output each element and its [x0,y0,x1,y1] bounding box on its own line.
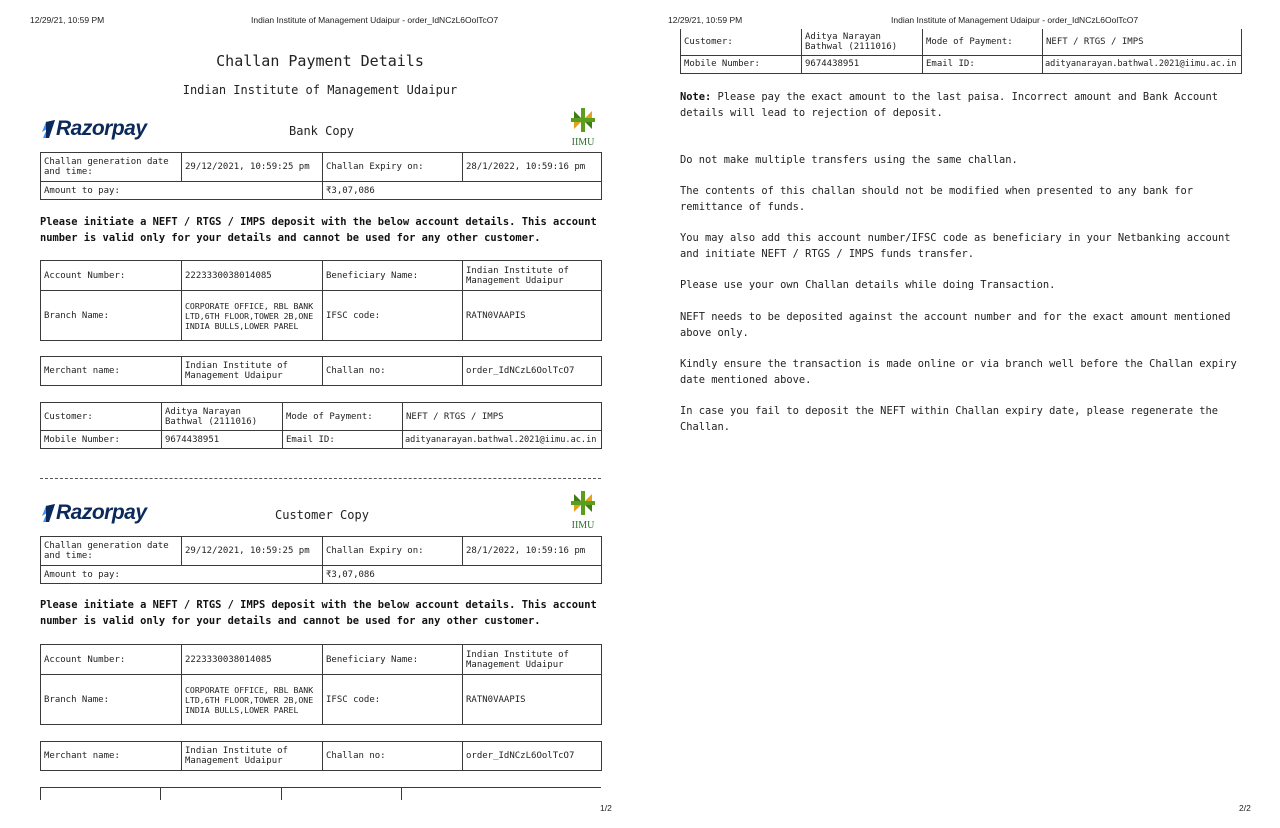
bank-copy-customer-table [40,402,602,449]
page-subtitle: Indian Institute of Management Udaipur [182,83,458,97]
mode-value: NEFT / RTGS / IMPS [403,403,602,431]
expiry-value: 28/1/2022, 10:59:16 pm [463,537,602,566]
page-number: 1/2 [600,803,612,813]
iimu-logo [568,107,598,147]
generation-label: Challan generation date and time: [41,153,182,182]
amount-label: Amount to pay: [41,182,323,200]
branch-label: Branch Name: [41,291,182,341]
table-cutoff-edge [401,788,402,800]
email-value: adityanarayan.bathwal.2021@iimu.ac.in [1043,55,1242,73]
iimu-logo-text: IIMU [571,137,595,148]
bank-copy-merchant-table [40,356,602,386]
merchant-value: Indian Institute of Management Udaipur [182,357,323,386]
account-value: 2223330038014085 [182,645,323,675]
page-number: 2/2 [1239,803,1251,813]
instruction-item: The contents of this challan should not be modified when presented to any bank for remittance of funds. [680,185,1193,213]
razorpay-logo [40,118,147,140]
challan-value: order_IdNCzL6OolTcO7 [463,742,602,771]
table-cutoff-top [40,787,601,788]
iimu-logo-text: IIMU [571,520,595,531]
print-title: Indian Institute of Management Udaipur - order_IdNCzL6OolTcO7 [891,15,1139,25]
customer-value: Aditya Narayan Bathwal (2111016) [162,403,283,431]
amount-value: ₹3,07,086 [323,182,602,200]
print-date: 12/29/21, 10:59 PM [30,15,105,25]
customer-copy-merchant-table [40,741,602,771]
bank-copy-account-table [40,260,602,341]
print-page-2 [640,0,1280,828]
customer-value: Aditya Narayan Bathwal (2111016) [802,29,923,55]
account-label: Account Number: [41,645,182,675]
customer-copy-label: Customer Copy [275,508,369,522]
generation-value: 29/12/2021, 10:59:25 pm [182,153,323,182]
page-title: Challan Payment Details [216,52,424,70]
razorpay-mark-icon [40,504,56,522]
bank-copy-label: Bank Copy [289,124,355,138]
cut-divider [40,478,601,479]
mode-value: NEFT / RTGS / IMPS [1043,29,1242,55]
bank-copy-instruction: Please initiate a NEFT / RTGS / IMPS deposit with the below account details. This account number is valid only for your details and cannot be used for any other customer. [40,216,597,244]
challan-label: Challan no: [323,357,463,386]
instruction-item: You may also add this account number/IFSC code as beneficiary in your Netbanking account and initiate NEFT / RTGS / IMPS funds transfer. [680,232,1231,260]
branch-label: Branch Name: [41,675,182,725]
instruction-item: In case you fail to deposit the NEFT within Challan expiry date, please regenerate the Challan. [680,405,1218,433]
challan-value: order_IdNCzL6OolTcO7 [463,357,602,386]
customer-label: Customer: [681,29,802,55]
mobile-value: 9674438951 [802,55,923,73]
print-title: Indian Institute of Management Udaipur - order_IdNCzL6OolTcO7 [251,15,499,25]
note-text: Please pay the exact amount to the last paisa. Incorrect amount and Bank Account details will lead to rejection of deposit. [680,91,1219,119]
razorpay-wordmark: Razorpay [56,501,147,524]
iimu-emblem-icon [570,490,596,516]
bank-copy-date-table [40,152,602,200]
note-paragraph [680,89,1255,121]
razorpay-mark-icon [40,120,56,138]
ifsc-value: RATN0VAAPIS [463,291,602,341]
beneficiary-label: Beneficiary Name: [323,645,463,675]
merchant-label: Merchant name: [41,357,182,386]
instruction-item: Do not make multiple transfers using the same challan. [680,154,1018,166]
table-cutoff-edge [281,788,282,800]
amount-label: Amount to pay: [41,566,323,584]
beneficiary-value: Indian Institute of Management Udaipur [463,261,602,291]
ifsc-label: IFSC code: [323,291,463,341]
mobile-label: Mobile Number: [681,55,802,73]
print-date: 12/29/21, 10:59 PM [668,15,743,25]
note-label: Note: [680,91,712,103]
beneficiary-label: Beneficiary Name: [323,261,463,291]
customer-copy-account-table [40,644,602,725]
ifsc-label: IFSC code: [323,675,463,725]
customer-details-table [680,29,1242,74]
merchant-label: Merchant name: [41,742,182,771]
email-value: adityanarayan.bathwal.2021@iimu.ac.in [403,431,602,449]
instruction-item: Kindly ensure the transaction is made online or via branch well before the Challan expiry date mentioned above. [680,358,1237,386]
table-cutoff-edge [40,788,41,800]
mode-label: Mode of Payment: [923,29,1043,55]
expiry-label: Challan Expiry on: [323,537,463,566]
account-label: Account Number: [41,261,182,291]
amount-value: ₹3,07,086 [323,566,602,584]
iimu-logo [568,490,598,530]
email-label: Email ID: [923,55,1043,73]
mode-label: Mode of Payment: [283,403,403,431]
razorpay-wordmark: Razorpay [56,117,147,140]
generation-label: Challan generation date and time: [41,537,182,566]
ifsc-value: RATN0VAAPIS [463,675,602,725]
mobile-value: 9674438951 [162,431,283,449]
beneficiary-value: Indian Institute of Management Udaipur [463,645,602,675]
merchant-value: Indian Institute of Management Udaipur [182,742,323,771]
customer-label: Customer: [41,403,162,431]
table-cutoff-edge [160,788,161,800]
customer-copy-instruction: Please initiate a NEFT / RTGS / IMPS deposit with the below account details. This account number is valid only for your details and cannot be used for any other customer. [40,599,597,627]
branch-value: CORPORATE OFFICE, RBL BANK LTD,6TH FLOOR,TOWER 2B,ONE INDIA BULLS,LOWER PAREL [182,291,323,341]
challan-label: Challan no: [323,742,463,771]
customer-copy-date-table [40,536,602,584]
account-value: 2223330038014085 [182,261,323,291]
mobile-label: Mobile Number: [41,431,162,449]
iimu-emblem-icon [570,107,596,133]
email-label: Email ID: [283,431,403,449]
instruction-item: Please use your own Challan details while doing Transaction. [680,279,1056,291]
expiry-label: Challan Expiry on: [323,153,463,182]
instruction-item: NEFT needs to be deposited against the account number and for the exact amount mentioned above only. [680,311,1231,339]
generation-value: 29/12/2021, 10:59:25 pm [182,537,323,566]
branch-value: CORPORATE OFFICE, RBL BANK LTD,6TH FLOOR,TOWER 2B,ONE INDIA BULLS,LOWER PAREL [182,675,323,725]
razorpay-logo [40,502,147,524]
expiry-value: 28/1/2022, 10:59:16 pm [463,153,602,182]
